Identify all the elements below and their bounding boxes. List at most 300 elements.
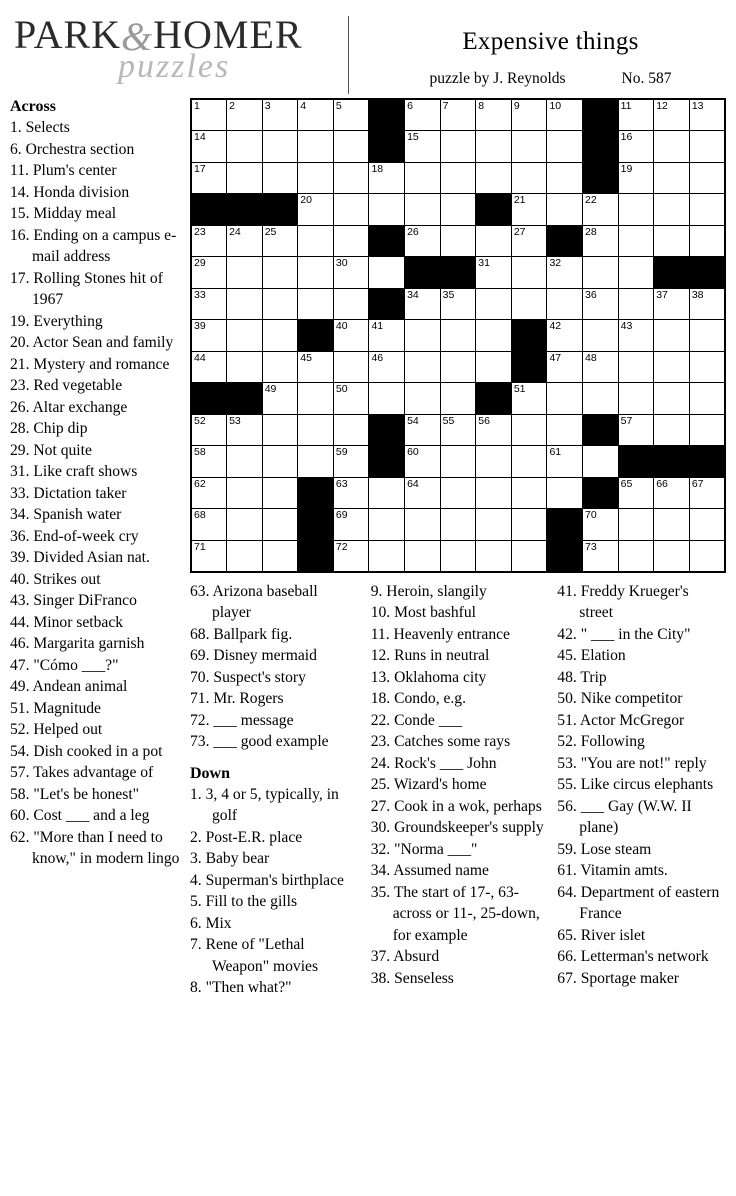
grid-cell[interactable] (654, 320, 690, 352)
grid-cell[interactable] (369, 257, 405, 289)
clue-item (10, 784, 182, 806)
grid-cell[interactable] (262, 131, 298, 163)
grid-cell-number: 55 (442, 414, 455, 427)
grid-cell[interactable] (511, 225, 547, 257)
grid-cell-number: 18 (371, 162, 384, 175)
grid-cell[interactable] (405, 194, 441, 226)
grid-cell[interactable] (440, 320, 476, 352)
grid-cell[interactable] (262, 257, 298, 289)
grid-cell[interactable] (405, 320, 441, 352)
grid-cell[interactable] (227, 99, 263, 131)
grid-cell-block (689, 257, 725, 289)
grid-row (191, 540, 725, 572)
clue-item (10, 719, 182, 741)
grid-cell[interactable] (618, 225, 654, 257)
grid-cell[interactable] (405, 225, 441, 257)
grid-cell[interactable] (511, 288, 547, 320)
grid-cell[interactable] (227, 288, 263, 320)
grid-cell[interactable] (440, 446, 476, 478)
grid-cell[interactable] (405, 131, 441, 163)
grid-cell[interactable] (369, 540, 405, 572)
grid-cell[interactable] (654, 225, 690, 257)
clue-text: "You are not!" reply (576, 754, 707, 772)
clue-text: Following (576, 733, 645, 750)
clue-text: ___ good example (209, 733, 329, 750)
grid-cell-number: 64 (407, 477, 419, 490)
grid-cell[interactable] (689, 131, 725, 163)
grid-cell[interactable] (333, 194, 369, 226)
grid-cell[interactable] (511, 194, 547, 226)
grid-cell[interactable] (298, 351, 334, 383)
clue-number: 47. (10, 656, 30, 674)
clue-number: 38. (370, 969, 391, 987)
clue-item (190, 913, 359, 935)
grid-cell[interactable] (618, 162, 654, 194)
grid-cell[interactable] (333, 540, 369, 572)
grid-cell[interactable] (547, 288, 583, 320)
clue-item (557, 839, 726, 861)
clue-text: Dish cooked in a pot (29, 742, 163, 760)
clue-number: 4. (190, 871, 202, 889)
grid-cell[interactable] (298, 194, 334, 226)
clue-text: Trip (576, 668, 607, 686)
clue-item (190, 645, 359, 667)
grid-cell[interactable] (298, 99, 334, 131)
clue-number: 67. (557, 969, 577, 987)
clue-item (190, 710, 359, 732)
grid-cell-number: 13 (691, 100, 704, 112)
grid-cell[interactable] (333, 288, 369, 320)
grid-cell[interactable] (618, 131, 654, 163)
clue-item (190, 870, 359, 892)
grid-cell-block (369, 131, 405, 163)
grid-cell[interactable] (547, 257, 583, 289)
grid-cell[interactable] (440, 194, 476, 226)
clue-item (10, 440, 182, 462)
grid-cell[interactable] (227, 477, 263, 509)
grid-cell[interactable] (476, 225, 512, 257)
clue-number: 55. (557, 776, 577, 793)
grid-cell[interactable] (262, 162, 298, 194)
grid-cell[interactable] (689, 225, 725, 257)
grid-cell[interactable] (262, 509, 298, 541)
grid-cell[interactable] (476, 320, 512, 352)
grid-cell[interactable] (511, 99, 547, 131)
grid-cell[interactable] (440, 477, 476, 509)
clue-number: 45. (557, 647, 577, 664)
grid-cell[interactable] (654, 131, 690, 163)
grid-cell[interactable] (440, 131, 476, 163)
grid-cell-block (262, 194, 298, 226)
clue-text: Honda division (29, 183, 130, 201)
grid-cell[interactable] (227, 414, 263, 446)
grid-cell[interactable] (476, 477, 512, 509)
grid-cell[interactable] (689, 288, 725, 320)
clue-item (557, 667, 726, 689)
clue-item (557, 968, 726, 990)
grid-cell[interactable] (440, 383, 476, 415)
grid-cell[interactable] (547, 162, 583, 194)
grid-cell[interactable] (689, 162, 725, 194)
grid-cell[interactable] (298, 225, 334, 257)
grid-cell[interactable] (191, 446, 227, 478)
clue-number: 10. (370, 604, 391, 621)
clue-text: Baby bear (201, 850, 270, 867)
grid-cell[interactable] (689, 383, 725, 415)
grid-cell[interactable] (547, 383, 583, 415)
grid-cell[interactable] (191, 540, 227, 572)
grid-cell[interactable] (654, 194, 690, 226)
grid-cell-number: 62 (194, 477, 206, 490)
grid-cell[interactable] (583, 509, 619, 541)
grid-cell-number: 63 (335, 477, 348, 490)
grid-cell-number: 30 (335, 257, 348, 269)
grid-cell[interactable] (227, 320, 263, 352)
clue-number: 37. (370, 948, 391, 965)
grid-cell[interactable] (405, 477, 441, 509)
clue-item (557, 925, 726, 947)
grid-cell[interactable] (689, 99, 725, 131)
grid-cell[interactable] (191, 162, 227, 194)
lower-clue-columns (190, 581, 726, 999)
grid-cell[interactable] (191, 99, 227, 131)
grid-cell[interactable] (227, 446, 263, 478)
grid-cell[interactable] (583, 540, 619, 572)
grid-cell[interactable] (440, 99, 476, 131)
grid-cell[interactable] (333, 162, 369, 194)
grid-cell[interactable] (262, 351, 298, 383)
grid-cell[interactable] (405, 162, 441, 194)
grid-cell[interactable] (333, 99, 369, 131)
grid-cell[interactable] (405, 414, 441, 446)
grid-cell[interactable] (583, 225, 619, 257)
clue-text: 3, 4 or 5, typically, in golf (201, 785, 339, 824)
grid-cell[interactable] (191, 414, 227, 446)
grid-cell[interactable] (440, 540, 476, 572)
clue-number: 31. (10, 463, 30, 480)
grid-row (191, 446, 725, 478)
clue-item (10, 397, 182, 419)
grid-cell[interactable] (511, 509, 547, 541)
clue-number: 53. (557, 754, 577, 772)
grid-cell[interactable] (333, 414, 369, 446)
grid-cell[interactable] (547, 351, 583, 383)
grid-cell[interactable] (476, 99, 512, 131)
grid-cell[interactable] (476, 509, 512, 541)
grid-cell[interactable] (191, 257, 227, 289)
grid-cell[interactable] (298, 446, 334, 478)
grid-cell[interactable] (511, 446, 547, 478)
clue-number: 2. (190, 828, 202, 846)
grid-cell[interactable] (440, 351, 476, 383)
grid-cell[interactable] (227, 351, 263, 383)
clue-number: 3. (190, 850, 202, 867)
grid-cell[interactable] (262, 414, 298, 446)
grid-cell[interactable] (298, 383, 334, 415)
clue-number: 64. (557, 883, 577, 901)
grid-cell[interactable] (618, 320, 654, 352)
grid-cell[interactable] (333, 131, 369, 163)
grid-cell[interactable] (654, 509, 690, 541)
grid-cell[interactable] (191, 131, 227, 163)
grid-cell[interactable] (476, 162, 512, 194)
grid-cell[interactable] (547, 194, 583, 226)
grid-cell[interactable] (654, 162, 690, 194)
clue-item (10, 311, 182, 333)
grid-cell[interactable] (583, 446, 619, 478)
clue-text: Ending on a campus e-mail address (29, 226, 177, 265)
grid-cell[interactable] (369, 194, 405, 226)
grid-cell[interactable] (333, 509, 369, 541)
grid-cell[interactable] (618, 509, 654, 541)
grid-cell[interactable] (476, 351, 512, 383)
grid-cell[interactable] (654, 540, 690, 572)
grid-cell[interactable] (262, 383, 298, 415)
grid-cell-number: 50 (335, 383, 348, 395)
grid-cell[interactable] (689, 351, 725, 383)
grid-cell[interactable] (333, 225, 369, 257)
grid-cell[interactable] (583, 320, 619, 352)
clue-number: 54. (10, 742, 30, 760)
grid-cell[interactable] (511, 383, 547, 415)
grid-cell[interactable] (298, 131, 334, 163)
clue-number: 68. (190, 625, 210, 643)
grid-cell[interactable] (333, 477, 369, 509)
clue-text: Mystery and romance (29, 355, 170, 373)
grid-cell[interactable] (511, 477, 547, 509)
grid-cell[interactable] (511, 257, 547, 289)
clue-text: Elation (576, 647, 626, 664)
clue-number: 5. (190, 893, 202, 910)
grid-cell[interactable] (405, 383, 441, 415)
grid-cell[interactable] (262, 320, 298, 352)
grid-cell[interactable] (583, 194, 619, 226)
clue-item (190, 827, 359, 849)
grid-cell[interactable] (298, 414, 334, 446)
grid-cell[interactable] (440, 288, 476, 320)
grid-cell[interactable] (405, 509, 441, 541)
clue-number: 15. (10, 205, 30, 222)
clue-item (557, 731, 726, 753)
crossword-grid[interactable] (190, 98, 726, 573)
clue-number: 72. (190, 711, 210, 729)
clue-text: Rene of "Lethal Weapon" movies (201, 936, 319, 975)
grid-cell[interactable] (405, 288, 441, 320)
grid-cell[interactable] (618, 383, 654, 415)
grid-cell[interactable] (369, 477, 405, 509)
grid-cell-number: 24 (229, 225, 241, 238)
grid-cell[interactable] (333, 351, 369, 383)
clue-number: 19. (10, 312, 30, 330)
grid-cell[interactable] (298, 257, 334, 289)
grid-cell[interactable] (618, 257, 654, 289)
grid-cell-number: 33 (194, 288, 206, 301)
grid-cell[interactable] (547, 131, 583, 163)
clue-number: 73. (190, 733, 210, 750)
grid-cell[interactable] (369, 351, 405, 383)
grid-cell[interactable] (618, 477, 654, 509)
grid-cell[interactable] (618, 288, 654, 320)
grid-cell[interactable] (369, 162, 405, 194)
grid-cell[interactable] (405, 99, 441, 131)
grid-cell-number: 65 (620, 477, 633, 490)
clue-item (190, 731, 359, 753)
grid-cell-block (654, 257, 690, 289)
grid-cell[interactable] (369, 383, 405, 415)
grid-cell[interactable] (511, 414, 547, 446)
grid-cell-number: 45 (300, 351, 312, 364)
grid-cell[interactable] (262, 288, 298, 320)
grid-cell[interactable] (333, 446, 369, 478)
clue-text: Runs in neutral (390, 647, 490, 664)
grid-cell-block (440, 257, 476, 289)
grid-cell[interactable] (689, 320, 725, 352)
grid-cell[interactable] (618, 194, 654, 226)
grid-cell[interactable] (689, 414, 725, 446)
grid-cell[interactable] (262, 446, 298, 478)
grid-cell-block (476, 383, 512, 415)
grid-cell[interactable] (476, 131, 512, 163)
grid-cell[interactable] (440, 414, 476, 446)
grid-cell-block (298, 477, 334, 509)
grid-cell[interactable] (654, 351, 690, 383)
grid-cell[interactable] (511, 162, 547, 194)
grid-cell[interactable] (227, 162, 263, 194)
grid-cell[interactable] (405, 446, 441, 478)
grid-cell[interactable] (333, 257, 369, 289)
clue-number: 35. (370, 883, 391, 901)
grid-cell[interactable] (654, 288, 690, 320)
clue-number: 7. (190, 936, 202, 953)
clue-number: 56. (557, 797, 577, 815)
grid-cell[interactable] (583, 383, 619, 415)
grid-cell[interactable] (476, 446, 512, 478)
clue-text: Selects (21, 119, 70, 136)
grid-cell[interactable] (689, 540, 725, 572)
grid-cell[interactable] (618, 414, 654, 446)
grid-cell[interactable] (227, 540, 263, 572)
grid-cell-number: 52 (194, 414, 206, 427)
grid-cell[interactable] (191, 509, 227, 541)
grid-cell[interactable] (262, 540, 298, 572)
grid-cell[interactable] (405, 351, 441, 383)
grid-cell[interactable] (191, 225, 227, 257)
grid-cell[interactable] (227, 225, 263, 257)
grid-cell[interactable] (227, 257, 263, 289)
grid-row (191, 225, 725, 257)
grid-cell-number: 66 (656, 477, 668, 490)
clue-text: Groundskeeper's supply (390, 819, 544, 836)
grid-cell[interactable] (654, 383, 690, 415)
grid-cell[interactable] (227, 131, 263, 163)
grid-cell[interactable] (654, 414, 690, 446)
grid-cell[interactable] (440, 509, 476, 541)
grid-cell[interactable] (547, 414, 583, 446)
grid-cell-number: 61 (549, 446, 562, 458)
clue-number: 70. (190, 668, 210, 686)
grid-cell[interactable] (547, 477, 583, 509)
grid-cell[interactable] (689, 194, 725, 226)
grid-cell-number: 4 (300, 100, 307, 112)
clue-text: Vitamin amts. (576, 862, 668, 879)
grid-cell[interactable] (583, 257, 619, 289)
clue-item (190, 934, 359, 977)
clue-number: 8. (190, 979, 202, 996)
clue-text: Red vegetable (29, 377, 123, 394)
grid-cell[interactable] (618, 540, 654, 572)
clue-text: Heroin, slangily (382, 582, 487, 600)
clue-text: "More than I need to know," in modern lingo (29, 828, 180, 867)
clue-number: 39. (10, 549, 30, 566)
clue-number: 17. (10, 269, 30, 287)
clue-text: Suspect's story (209, 668, 306, 686)
grid-cell[interactable] (689, 477, 725, 509)
grid-cell[interactable] (440, 225, 476, 257)
clue-item (190, 581, 359, 624)
grid-cell[interactable] (262, 225, 298, 257)
grid-cell[interactable] (298, 162, 334, 194)
grid-cell[interactable] (476, 414, 512, 446)
grid-cell-number: 22 (585, 194, 597, 206)
grid-cell[interactable] (476, 288, 512, 320)
grid-cell[interactable] (547, 446, 583, 478)
clue-number: 51. (557, 711, 577, 729)
grid-cell[interactable] (547, 320, 583, 352)
clue-number: 11. (10, 162, 29, 179)
clue-text: Not quite (29, 441, 92, 459)
grid-cell-number: 72 (335, 540, 348, 553)
clue-item (371, 602, 546, 624)
clue-number: 24. (370, 754, 391, 772)
grid-cell[interactable] (618, 351, 654, 383)
grid-cell[interactable] (689, 509, 725, 541)
grid-cell[interactable] (333, 320, 369, 352)
grid-cell-block (511, 351, 547, 383)
grid-cell-block (227, 194, 263, 226)
grid-cell[interactable] (191, 288, 227, 320)
clue-text: Everything (29, 312, 103, 330)
grid-cell[interactable] (511, 540, 547, 572)
grid-cell-block (298, 540, 334, 572)
grid-cell[interactable] (511, 131, 547, 163)
clue-item (371, 946, 546, 968)
grid-cell[interactable] (476, 540, 512, 572)
grid-cell[interactable] (654, 99, 690, 131)
grid-cell[interactable] (227, 509, 263, 541)
grid-cell[interactable] (333, 383, 369, 415)
grid-cell[interactable] (191, 477, 227, 509)
grid-cell[interactable] (440, 162, 476, 194)
grid-cell[interactable] (476, 257, 512, 289)
grid-cell[interactable] (298, 288, 334, 320)
grid-cell[interactable] (405, 540, 441, 572)
grid-cell[interactable] (191, 351, 227, 383)
clue-item (10, 805, 182, 827)
grid-cell[interactable] (618, 99, 654, 131)
grid-cell[interactable] (369, 320, 405, 352)
grid-cell[interactable] (583, 288, 619, 320)
grid-cell[interactable] (547, 99, 583, 131)
grid-cell[interactable] (583, 351, 619, 383)
grid-cell[interactable] (654, 477, 690, 509)
grid-cell[interactable] (262, 477, 298, 509)
grid-cell[interactable] (262, 99, 298, 131)
clue-text: Department of eastern France (576, 883, 720, 922)
grid-cell-block (369, 288, 405, 320)
across-heading: Across (10, 98, 56, 115)
grid-cell[interactable] (191, 320, 227, 352)
grid-cell[interactable] (369, 509, 405, 541)
